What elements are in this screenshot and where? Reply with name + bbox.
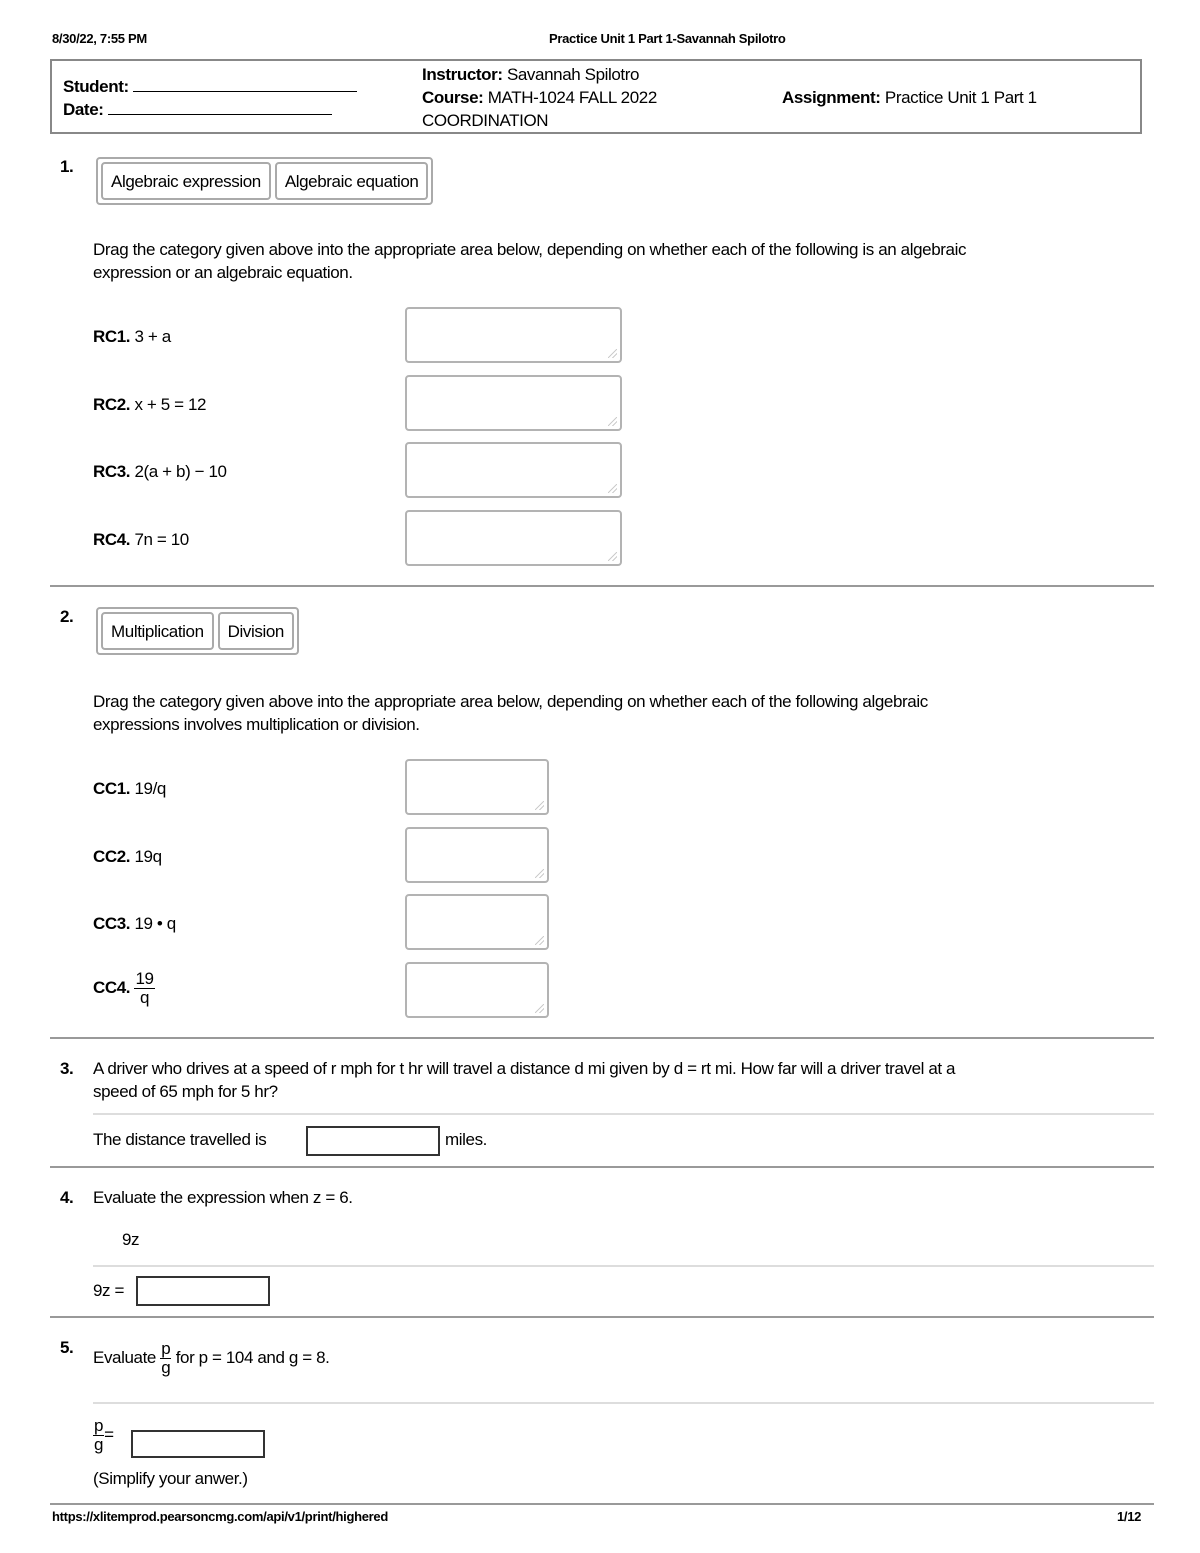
fraction-numerator: p	[161, 1339, 171, 1358]
item-label: RC3.	[93, 462, 131, 481]
course-label: Course:	[422, 88, 484, 107]
q3-answer-suffix: miles.	[445, 1130, 487, 1149]
category-multiplication[interactable]: Multiplication	[101, 612, 214, 650]
equals-sign: =	[104, 1424, 114, 1444]
q2-drop-zone-cc4[interactable]	[405, 962, 549, 1018]
footer-url: https://xlitemprod.pearsoncmg.com/api/v1/print/highered	[52, 1509, 388, 1524]
q3-number: 3.	[60, 1059, 74, 1078]
divider	[93, 1402, 1154, 1404]
course-line	[422, 88, 657, 108]
category-algebraic-equation[interactable]: Algebraic equation	[275, 162, 429, 200]
instructor-label: Instructor:	[422, 65, 503, 84]
footer-divider	[50, 1503, 1154, 1505]
q1-item-rc2	[93, 395, 206, 415]
q5-text	[93, 1340, 329, 1377]
fraction	[134, 970, 154, 1007]
divider	[50, 585, 1154, 587]
q4-expression: 9z	[122, 1230, 140, 1249]
q2-number: 2.	[60, 607, 74, 626]
item-expr: 19 • q	[134, 914, 176, 933]
category-division[interactable]: Division	[218, 612, 294, 650]
q2-instructions-line1: Drag the category given above into the appropriate area below, depending on whether each of the following algebraic	[93, 692, 928, 711]
item-expr: 3 + a	[134, 327, 171, 346]
q5-note: (Simplify your anwer.)	[93, 1469, 248, 1488]
item-label: RC1.	[93, 327, 131, 346]
q5-answer-input[interactable]	[131, 1430, 265, 1458]
item-label: RC2.	[93, 395, 131, 414]
q4-text: Evaluate the expression when z = 6.	[93, 1188, 353, 1207]
item-label: CC2.	[93, 847, 131, 866]
q1-drop-zone-rc1[interactable]	[405, 307, 622, 363]
student-field	[63, 77, 357, 97]
student-label: Student:	[63, 77, 129, 96]
assignment-line	[782, 88, 1037, 108]
q4-answer-prefix: 9z =	[93, 1281, 125, 1300]
page-number: 1/12	[1117, 1509, 1142, 1524]
assignment-value: Practice Unit 1 Part 1	[884, 88, 1037, 107]
q3-distance-input[interactable]	[306, 1126, 440, 1156]
fraction	[93, 1417, 104, 1454]
q4-answer-input[interactable]	[136, 1276, 270, 1306]
item-expr: x + 5 = 12	[134, 395, 207, 414]
q1-drop-zone-rc2[interactable]	[405, 375, 622, 431]
q2-instructions-line2: expressions involves multiplication or division.	[93, 715, 420, 734]
divider	[50, 1037, 1154, 1039]
q5-number: 5.	[60, 1338, 74, 1357]
q1-item-rc1	[93, 327, 171, 347]
q1-drop-zone-rc3[interactable]	[405, 442, 622, 498]
fraction-numerator: p	[94, 1416, 104, 1435]
q1-instructions-line1: Drag the category given above into the appropriate area below, depending on whether each of the following is an algebraic	[93, 240, 967, 259]
assignment-label: Assignment:	[782, 88, 881, 107]
fraction-numerator: 19	[135, 969, 154, 988]
q2-drop-zone-cc1[interactable]	[405, 759, 549, 815]
q2-item-cc4	[93, 970, 155, 1007]
divider	[50, 1166, 1154, 1168]
fraction-denominator: g	[94, 1435, 104, 1454]
item-label: CC1.	[93, 779, 131, 798]
q2-item-cc2	[93, 847, 162, 867]
item-expr: 19/q	[134, 779, 166, 798]
date-label: Date:	[63, 100, 104, 119]
item-label: CC3.	[93, 914, 131, 933]
q1-instructions-line2: expression or an algebraic equation.	[93, 263, 353, 282]
q2-item-cc3	[93, 914, 176, 934]
q4-number: 4.	[60, 1188, 74, 1207]
instructor-value: Savannah Spilotro	[506, 65, 640, 84]
item-label: RC4.	[93, 530, 131, 549]
q2-item-cc1	[93, 779, 166, 799]
fraction-denominator: q	[139, 988, 150, 1007]
item-label: CC4.	[93, 977, 131, 997]
q1-item-rc3	[93, 462, 227, 482]
course-value-line2: COORDINATION	[422, 111, 549, 130]
q1-item-rc4	[93, 530, 189, 550]
instructor-line	[422, 65, 639, 85]
divider	[93, 1113, 1154, 1115]
q3-answer-prefix: The distance travelled is	[93, 1130, 267, 1149]
q2-drop-zone-cc2[interactable]	[405, 827, 549, 883]
divider	[50, 1316, 1154, 1318]
q2-category-bank	[96, 607, 299, 655]
item-expr: 7n = 10	[134, 530, 189, 549]
print-doc-title: Practice Unit 1 Part 1-Savannah Spilotro	[549, 31, 786, 46]
divider	[93, 1265, 1154, 1267]
course-value: MATH-1024 FALL 2022	[487, 88, 657, 107]
print-datetime: 8/30/22, 7:55 PM	[52, 31, 147, 46]
item-expr: 19q	[134, 847, 162, 866]
date-blank	[108, 114, 332, 115]
q2-drop-zone-cc3[interactable]	[405, 894, 549, 950]
date-field	[63, 100, 332, 120]
q1-drop-zone-rc4[interactable]	[405, 510, 622, 566]
q5-answer-lhs	[93, 1417, 114, 1454]
q1-number: 1.	[60, 157, 74, 176]
student-blank	[133, 91, 357, 92]
q3-text-line1: A driver who drives at a speed of r mph for t hr will travel a distance d mi given by d = rt mi. How far will a driver travel at a	[93, 1059, 956, 1078]
q5-text-prefix: Evaluate	[93, 1347, 156, 1367]
category-algebraic-expression[interactable]: Algebraic expression	[101, 162, 271, 200]
fraction-denominator: g	[161, 1358, 171, 1377]
fraction	[160, 1340, 171, 1377]
q3-text-line2: speed of 65 mph for 5 hr?	[93, 1082, 278, 1101]
item-expr: 2(a + b) − 10	[134, 462, 227, 481]
q1-category-bank	[96, 157, 433, 205]
q5-text-suffix: for p = 104 and g = 8.	[175, 1347, 330, 1367]
